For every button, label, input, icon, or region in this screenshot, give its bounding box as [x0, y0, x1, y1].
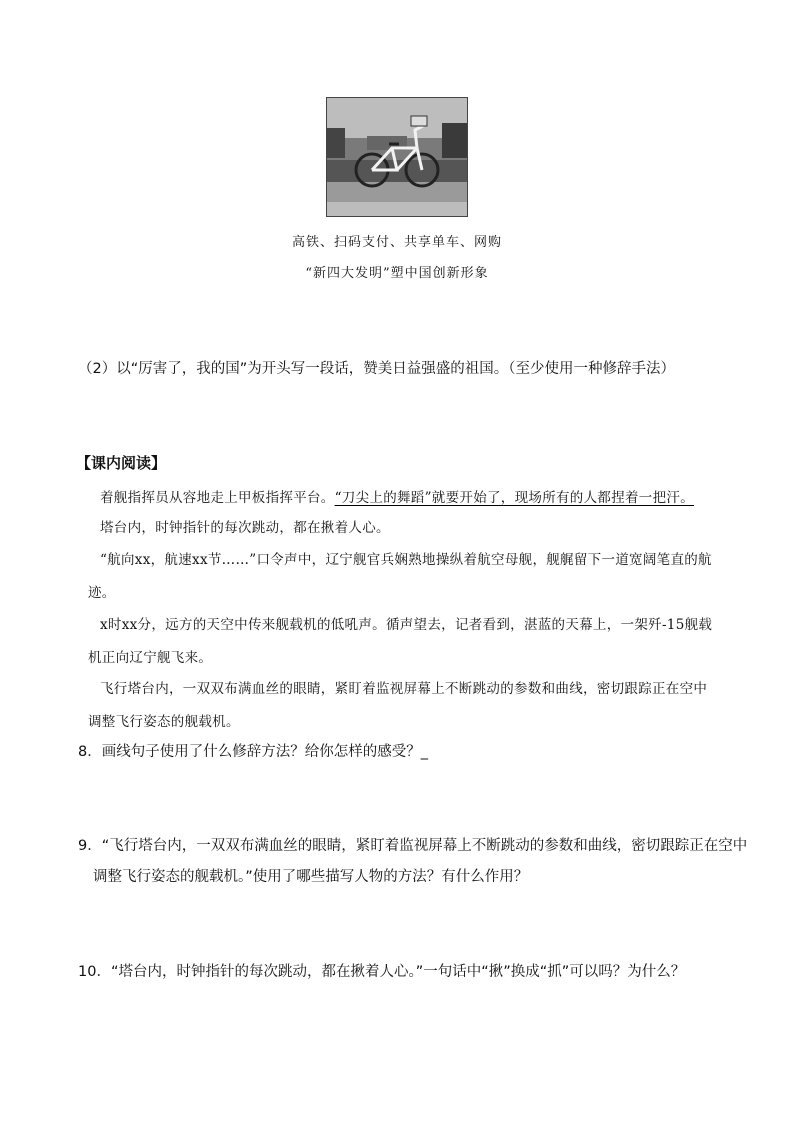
passage-paragraph-1	[100, 486, 694, 506]
figure-caption-line2: “新四大发明”塑中国创新形象	[305, 266, 489, 281]
figure-caption-line1: 高铁、扫码支付、共享单车、网购	[291, 235, 502, 250]
section-title: 【课内阅读】	[76, 454, 167, 472]
passage-p1-text: 着舰指挥员从容地走上甲板指挥平台。	[100, 490, 335, 506]
passage-paragraph-4-line2: 机正向辽宁舰飞来。	[88, 650, 213, 666]
question-9-line1: 9．“飞行塔台内，一双双布满血丝的眼睛，紧盯着监视屏幕上不断跳动的参数和曲线，密切跟踪正在空中	[78, 838, 748, 854]
question-9-line2: 调整飞行姿态的舰载机。”使用了哪些描写人物的方法？有什么作用？	[93, 869, 529, 885]
passage-paragraph-3-line2: 迹。	[88, 585, 116, 601]
bicycle-photo	[326, 97, 468, 217]
question-8: 8．画线句子使用了什么修辞方法？给你怎样的感受？_	[78, 744, 428, 760]
passage-paragraph-3-line1: “航向xx，航速xx节……”口令声中，辽宁舰官兵娴熟地操纵着航空母舰，舰艉留下一道宽阔笔直的航	[100, 552, 712, 568]
passage-paragraph-5-line2: 调整飞行姿态的舰载机。	[88, 714, 240, 730]
shared-bicycle-image	[327, 98, 467, 216]
question-10: 10．“塔台内，时钟指针的每次跳动，都在揪着人心。”一句话中“揪”换成“抓”可以吗？为什么？	[78, 964, 686, 980]
question-2: （2）以“厉害了，我的国”为开头写一段话，赞美日益强盛的祖国。（至少使用一种修辞手法）	[78, 361, 675, 377]
passage-paragraph-4-line1: x时xx分，远方的天空中传来舰载机的低吼声。循声望去，记者看到，湛蓝的天幕上，一架歼-15舰载	[100, 617, 713, 633]
passage-paragraph-5-line1: 飞行塔台内，一双双布满血丝的眼睛，紧盯着监视屏幕上不断跳动的参数和曲线，密切跟踪正在空中	[100, 681, 708, 697]
passage-paragraph-2: 塔台内，时钟指针的每次跳动，都在揪着人心。	[100, 520, 390, 536]
underlined-sentence: “刀尖上的舞蹈”就要开始了，现场所有的人都捏着一把汗。	[334, 490, 695, 506]
